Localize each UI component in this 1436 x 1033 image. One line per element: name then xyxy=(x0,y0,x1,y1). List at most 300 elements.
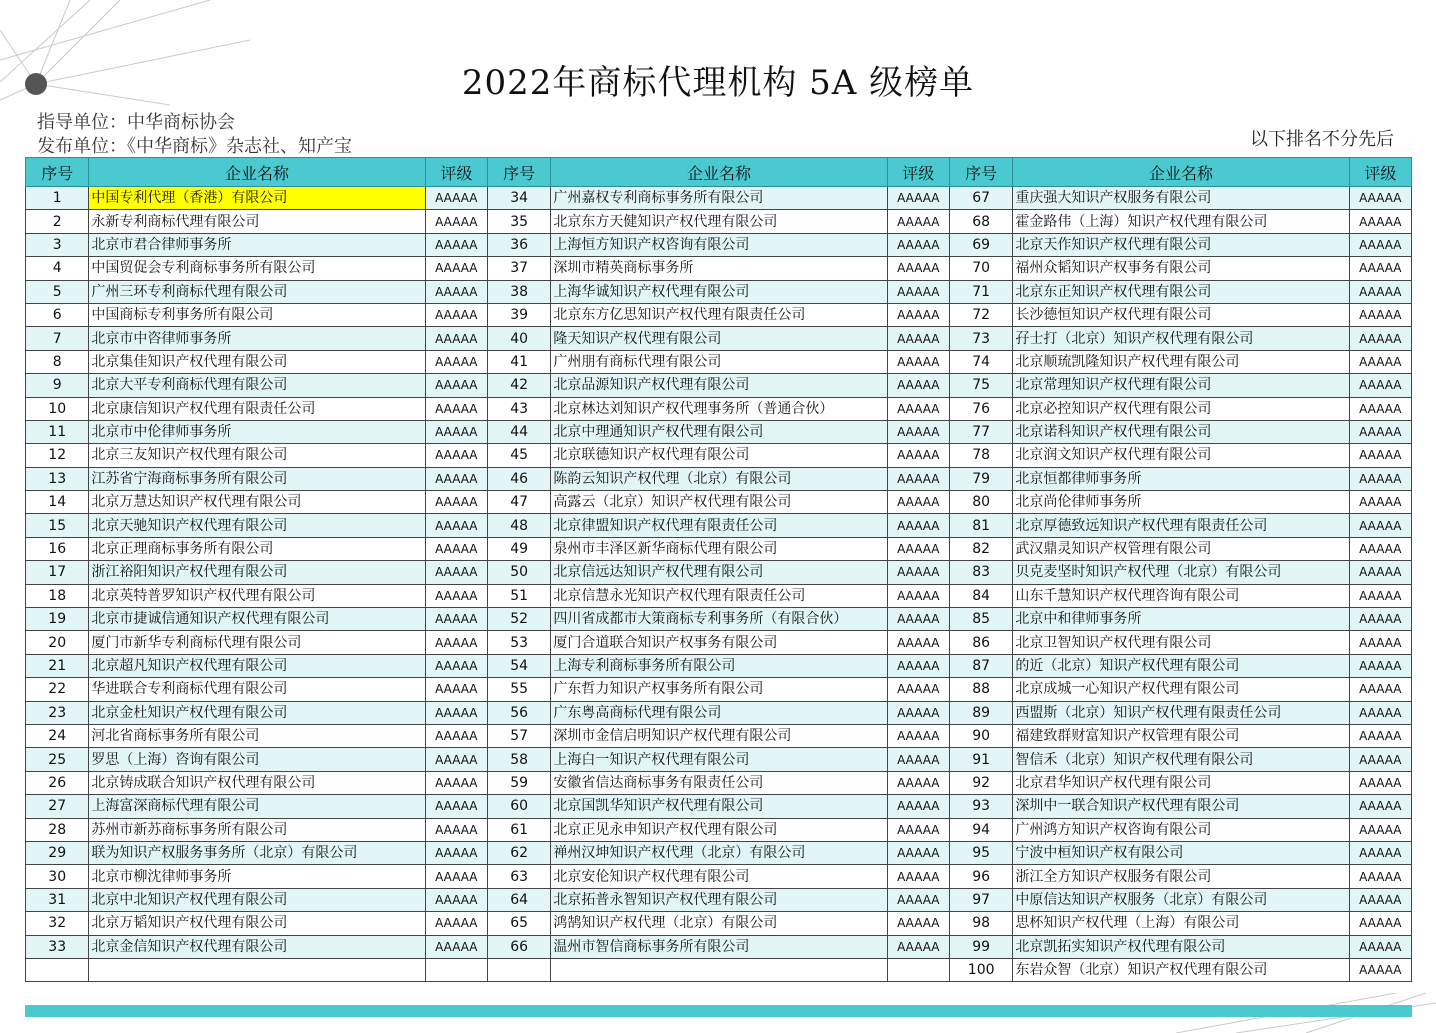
entry-rating: AAAAA xyxy=(425,374,487,397)
entry-name: 联为知识产权服务事务所（北京）有限公司 xyxy=(89,841,425,864)
entry-rating: AAAAA xyxy=(887,537,949,560)
ranking-note: 以下排名不分先后 xyxy=(1250,129,1394,150)
entry-rating: AAAAA xyxy=(425,678,487,701)
entry-no: 7 xyxy=(26,327,89,350)
entry-rating: AAAAA xyxy=(887,912,949,935)
table-row xyxy=(26,841,1412,864)
table-row xyxy=(26,327,1412,350)
entry-rating: AAAAA xyxy=(425,771,487,794)
entry-rating: AAAAA xyxy=(887,818,949,841)
entry-name: 宁波中桓知识产权有限公司 xyxy=(1013,841,1349,864)
entry-no: 90 xyxy=(949,724,1012,747)
entry-name: 北京东方亿思知识产权代理有限责任公司 xyxy=(551,303,887,326)
entry-no: 59 xyxy=(487,771,550,794)
table-row xyxy=(26,514,1412,537)
entry-rating: AAAAA xyxy=(425,795,487,818)
entry-rating: AAAAA xyxy=(887,678,949,701)
entry-name: 上海华诚知识产权代理有限公司 xyxy=(551,280,887,303)
entry-no: 20 xyxy=(26,631,89,654)
entry-name: 贝克麦坚时知识产权代理（北京）有限公司 xyxy=(1013,561,1349,584)
entry-name: 广州鸿方知识产权咨询有限公司 xyxy=(1013,818,1349,841)
entry-no: 25 xyxy=(26,748,89,771)
entry-rating: AAAAA xyxy=(887,865,949,888)
table-row xyxy=(26,187,1412,210)
entry-name: 北京凯拓实知识产权代理有限公司 xyxy=(1013,935,1349,958)
table-row xyxy=(26,818,1412,841)
page-title: 2022年商标代理机构 5A 级榜单 xyxy=(461,63,975,103)
table-row xyxy=(26,958,1412,981)
entry-rating: AAAAA xyxy=(425,233,487,256)
entry-name: 东岩众智（北京）知识产权代理有限公司 xyxy=(1013,958,1349,981)
entry-rating: AAAAA xyxy=(425,818,487,841)
table-row xyxy=(26,935,1412,958)
entry-no: 4 xyxy=(26,257,89,280)
entry-rating: AAAAA xyxy=(425,514,487,537)
entry-rating: AAAAA xyxy=(425,701,487,724)
entry-name: 北京恒都律师事务所 xyxy=(1013,467,1349,490)
entry-rating: AAAAA xyxy=(887,210,949,233)
table-row xyxy=(26,631,1412,654)
entry-name: 北京顺琉凯隆知识产权代理有限公司 xyxy=(1013,350,1349,373)
entry-rating: AAAAA xyxy=(1349,210,1411,233)
entry-no: 67 xyxy=(949,187,1012,210)
entry-rating: AAAAA xyxy=(425,935,487,958)
entry-name: 广东哲力知识产权事务所有限公司 xyxy=(551,678,887,701)
entry-name: 中国专利代理（香港）有限公司 xyxy=(89,187,425,210)
entry-rating: AAAAA xyxy=(425,724,487,747)
entry-no: 35 xyxy=(487,210,550,233)
entry-no: 91 xyxy=(949,748,1012,771)
col-header-no: 序号 xyxy=(949,158,1012,187)
entry-rating: AAAAA xyxy=(425,654,487,677)
entry-rating: AAAAA xyxy=(887,374,949,397)
entry-rating: AAAAA xyxy=(1349,467,1411,490)
entry-name: 陈韵云知识产权代理（北京）有限公司 xyxy=(551,467,887,490)
table-row xyxy=(26,771,1412,794)
entry-no: 45 xyxy=(487,444,550,467)
entry-name: 深圳市金信启明知识产权代理有限公司 xyxy=(551,724,887,747)
entry-no: 27 xyxy=(26,795,89,818)
entry-no: 10 xyxy=(26,397,89,420)
entry-rating: AAAAA xyxy=(425,608,487,631)
entry-no: 29 xyxy=(26,841,89,864)
table-row xyxy=(26,701,1412,724)
entry-no: 47 xyxy=(487,491,550,514)
entry-name: 北京东正知识产权代理有限公司 xyxy=(1013,280,1349,303)
entry-rating: AAAAA xyxy=(1349,187,1411,210)
entry-name: 福建致群财富知识产权管理有限公司 xyxy=(1013,724,1349,747)
entry-name: 北京安伦知识产权代理有限公司 xyxy=(551,865,887,888)
entry-name: 北京正理商标事务所有限公司 xyxy=(89,537,425,560)
entry-no: 65 xyxy=(487,912,550,935)
entry-name: 北京东方天健知识产权代理有限公司 xyxy=(551,210,887,233)
entry-name: 北京大平专利商标代理有限公司 xyxy=(89,374,425,397)
entry-no: 72 xyxy=(949,303,1012,326)
col-header-rating: 评级 xyxy=(1349,158,1411,187)
entry-name: 鸿鹄知识产权代理（北京）有限公司 xyxy=(551,912,887,935)
entry-rating: AAAAA xyxy=(887,491,949,514)
entry-name: 北京中北知识产权代理有限公司 xyxy=(89,888,425,911)
table-row xyxy=(26,748,1412,771)
entry-name: 高露云（北京）知识产权代理有限公司 xyxy=(551,491,887,514)
entry-name: 北京康信知识产权代理有限责任公司 xyxy=(89,397,425,420)
table-row xyxy=(26,678,1412,701)
entry-rating: AAAAA xyxy=(425,631,487,654)
entry-no: 21 xyxy=(26,654,89,677)
entry-no: 49 xyxy=(487,537,550,560)
entry-rating: AAAAA xyxy=(425,748,487,771)
entry-name: 上海恒方知识产权咨询有限公司 xyxy=(551,233,887,256)
entry-no: 92 xyxy=(949,771,1012,794)
entry-name: 北京厚德致远知识产权代理有限责任公司 xyxy=(1013,514,1349,537)
entry-no: 31 xyxy=(26,888,89,911)
entry-rating: AAAAA xyxy=(887,233,949,256)
entry-no: 74 xyxy=(949,350,1012,373)
entry-no: 63 xyxy=(487,865,550,888)
entry-no: 96 xyxy=(949,865,1012,888)
entry-rating: AAAAA xyxy=(1349,958,1411,981)
entry-rating: AAAAA xyxy=(425,467,487,490)
entry-rating: AAAAA xyxy=(887,935,949,958)
entry-no: 94 xyxy=(949,818,1012,841)
entry-no: 8 xyxy=(26,350,89,373)
entry-name: 江苏省宁海商标事务所有限公司 xyxy=(89,467,425,490)
entry-rating: AAAAA xyxy=(425,327,487,350)
entry-no: 40 xyxy=(487,327,550,350)
table-row xyxy=(26,350,1412,373)
entry-no: 55 xyxy=(487,678,550,701)
entry-no: 50 xyxy=(487,561,550,584)
entry-no: 23 xyxy=(26,701,89,724)
entry-no: 22 xyxy=(26,678,89,701)
entry-no: 18 xyxy=(26,584,89,607)
entry-no: 43 xyxy=(487,397,550,420)
entry-no: 57 xyxy=(487,724,550,747)
col-header-rating: 评级 xyxy=(887,158,949,187)
entry-rating: AAAAA xyxy=(1349,888,1411,911)
entry-rating: AAAAA xyxy=(887,701,949,724)
entry-rating: AAAAA xyxy=(887,748,949,771)
entry-name: 智信禾（北京）知识产权代理有限公司 xyxy=(1013,748,1349,771)
entry-no: 61 xyxy=(487,818,550,841)
entry-rating: AAAAA xyxy=(887,327,949,350)
entry-rating: AAAAA xyxy=(887,280,949,303)
entry-no: 1 xyxy=(26,187,89,210)
entry-name: 北京中理通知识产权代理有限公司 xyxy=(551,420,887,443)
entry-name: 北京金信知识产权代理有限公司 xyxy=(89,935,425,958)
entry-name: 浙江全方知识产权服务有限公司 xyxy=(1013,865,1349,888)
entry-name: 霍金路伟（上海）知识产权代理有限公司 xyxy=(1013,210,1349,233)
entry-rating: AAAAA xyxy=(887,771,949,794)
entry-rating: AAAAA xyxy=(1349,444,1411,467)
col-header-name: 企业名称 xyxy=(1013,158,1349,187)
entry-name: 北京联德知识产权代理有限公司 xyxy=(551,444,887,467)
entry-no: 64 xyxy=(487,888,550,911)
entry-name: 厦门市新华专利商标代理有限公司 xyxy=(89,631,425,654)
entry-no: 88 xyxy=(949,678,1012,701)
entry-name: 北京万慧达知识产权代理有限公司 xyxy=(89,491,425,514)
table-row xyxy=(26,888,1412,911)
table-row xyxy=(26,303,1412,326)
entry-rating: AAAAA xyxy=(425,888,487,911)
entry-no: 86 xyxy=(949,631,1012,654)
entry-rating: AAAAA xyxy=(1349,233,1411,256)
entry-no: 3 xyxy=(26,233,89,256)
entry-no: 14 xyxy=(26,491,89,514)
entry-no: 39 xyxy=(487,303,550,326)
entry-name: 中原信达知识产权服务（北京）有限公司 xyxy=(1013,888,1349,911)
table-row xyxy=(26,865,1412,888)
entry-rating: AAAAA xyxy=(1349,537,1411,560)
entry-no: 89 xyxy=(949,701,1012,724)
entry-name: 北京天驰知识产权代理有限公司 xyxy=(89,514,425,537)
entry-rating: AAAAA xyxy=(425,257,487,280)
bottom-bar xyxy=(25,1005,1412,1017)
col-header-name: 企业名称 xyxy=(89,158,425,187)
entry-name: 北京品源知识产权代理有限公司 xyxy=(551,374,887,397)
entry-rating: AAAAA xyxy=(1349,280,1411,303)
entry-no: 13 xyxy=(26,467,89,490)
entry-no: 41 xyxy=(487,350,550,373)
empty-cell xyxy=(89,958,425,981)
entry-name: 北京铸成联合知识产权代理有限公司 xyxy=(89,771,425,794)
entry-rating: AAAAA xyxy=(887,467,949,490)
entry-rating: AAAAA xyxy=(887,654,949,677)
entry-no: 11 xyxy=(26,420,89,443)
entry-no: 28 xyxy=(26,818,89,841)
entry-no: 52 xyxy=(487,608,550,631)
entry-name: 福州众韬知识产权事务有限公司 xyxy=(1013,257,1349,280)
entry-name: 四川省成都市大策商标专利事务所（有限合伙） xyxy=(551,608,887,631)
table-row xyxy=(26,795,1412,818)
entry-rating: AAAAA xyxy=(1349,327,1411,350)
entry-rating: AAAAA xyxy=(425,397,487,420)
entry-rating: AAAAA xyxy=(1349,841,1411,864)
entry-rating: AAAAA xyxy=(887,420,949,443)
entry-rating: AAAAA xyxy=(425,561,487,584)
entry-name: 北京必控知识产权代理有限公司 xyxy=(1013,397,1349,420)
table-row xyxy=(26,491,1412,514)
guide-unit: 指导单位：中华商标协会 xyxy=(37,112,235,133)
col-header-rating: 评级 xyxy=(425,158,487,187)
entry-no: 84 xyxy=(949,584,1012,607)
entry-no: 37 xyxy=(487,257,550,280)
table-body xyxy=(26,187,1412,982)
entry-name: 北京尚伦律师事务所 xyxy=(1013,491,1349,514)
entry-no: 42 xyxy=(487,374,550,397)
col-header-no: 序号 xyxy=(26,158,89,187)
empty-cell xyxy=(887,958,949,981)
table-row xyxy=(26,561,1412,584)
entry-no: 51 xyxy=(487,584,550,607)
entry-name: 北京信慧永光知识产权代理有限责任公司 xyxy=(551,584,887,607)
entry-no: 87 xyxy=(949,654,1012,677)
entry-name: 北京市柳沈律师事务所 xyxy=(89,865,425,888)
entry-name: 北京金杜知识产权代理有限公司 xyxy=(89,701,425,724)
entry-rating: AAAAA xyxy=(1349,795,1411,818)
entry-rating: AAAAA xyxy=(1349,257,1411,280)
entry-no: 58 xyxy=(487,748,550,771)
table-row xyxy=(26,724,1412,747)
entry-no: 62 xyxy=(487,841,550,864)
entry-name: 长沙德恒知识产权代理有限公司 xyxy=(1013,303,1349,326)
table-row xyxy=(26,467,1412,490)
table-row xyxy=(26,280,1412,303)
entry-name: 深圳中一联合知识产权代理有限公司 xyxy=(1013,795,1349,818)
entry-rating: AAAAA xyxy=(1349,654,1411,677)
entry-no: 93 xyxy=(949,795,1012,818)
entry-name: 北京市君合律师事务所 xyxy=(89,233,425,256)
entry-name: 北京信远达知识产权代理有限公司 xyxy=(551,561,887,584)
col-header-name: 企业名称 xyxy=(551,158,887,187)
entry-name: 北京国凯华知识产权代理有限公司 xyxy=(551,795,887,818)
entry-name: 广州朋有商标代理有限公司 xyxy=(551,350,887,373)
entry-rating: AAAAA xyxy=(425,420,487,443)
entry-rating: AAAAA xyxy=(1349,865,1411,888)
entry-name: 北京超凡知识产权代理有限公司 xyxy=(89,654,425,677)
entry-name: 北京常理知识产权代理有限公司 xyxy=(1013,374,1349,397)
table-row xyxy=(26,608,1412,631)
entry-name: 中国贸促会专利商标事务所有限公司 xyxy=(89,257,425,280)
entry-name: 安徽省信达商标事务有限责任公司 xyxy=(551,771,887,794)
entry-rating: AAAAA xyxy=(887,888,949,911)
entry-rating: AAAAA xyxy=(425,491,487,514)
entry-rating: AAAAA xyxy=(887,514,949,537)
empty-cell xyxy=(551,958,887,981)
entry-no: 34 xyxy=(487,187,550,210)
entry-rating: AAAAA xyxy=(887,631,949,654)
entry-no: 44 xyxy=(487,420,550,443)
entry-rating: AAAAA xyxy=(425,280,487,303)
entry-rating: AAAAA xyxy=(425,210,487,233)
entry-no: 69 xyxy=(949,233,1012,256)
entry-no: 95 xyxy=(949,841,1012,864)
entry-rating: AAAAA xyxy=(1349,350,1411,373)
entry-rating: AAAAA xyxy=(1349,935,1411,958)
entry-rating: AAAAA xyxy=(425,444,487,467)
entry-rating: AAAAA xyxy=(1349,748,1411,771)
entry-rating: AAAAA xyxy=(887,608,949,631)
entry-name: 山东千慧知识产权代理咨询有限公司 xyxy=(1013,584,1349,607)
entry-rating: AAAAA xyxy=(1349,561,1411,584)
entry-rating: AAAAA xyxy=(887,724,949,747)
entry-name: 罗思（上海）咨询有限公司 xyxy=(89,748,425,771)
entry-no: 32 xyxy=(26,912,89,935)
entry-no: 33 xyxy=(26,935,89,958)
entry-rating: AAAAA xyxy=(887,584,949,607)
entry-no: 12 xyxy=(26,444,89,467)
entry-rating: AAAAA xyxy=(425,584,487,607)
entry-name: 苏州市新苏商标事务所有限公司 xyxy=(89,818,425,841)
entry-name: 北京诺科知识产权代理有限公司 xyxy=(1013,420,1349,443)
entry-name: 上海富深商标代理有限公司 xyxy=(89,795,425,818)
table-row xyxy=(26,210,1412,233)
entry-rating: AAAAA xyxy=(425,865,487,888)
entry-name: 北京君华知识产权代理有限公司 xyxy=(1013,771,1349,794)
entry-name: 温州市智信商标事务所有限公司 xyxy=(551,935,887,958)
entry-rating: AAAAA xyxy=(1349,397,1411,420)
entry-no: 5 xyxy=(26,280,89,303)
entry-rating: AAAAA xyxy=(1349,514,1411,537)
entry-name: 河北省商标事务所有限公司 xyxy=(89,724,425,747)
entry-no: 2 xyxy=(26,210,89,233)
entry-name: 广东粤高商标代理有限公司 xyxy=(551,701,887,724)
ranking-table-wrap xyxy=(25,157,1412,982)
table-row xyxy=(26,420,1412,443)
entry-rating: AAAAA xyxy=(1349,701,1411,724)
entry-rating: AAAAA xyxy=(887,303,949,326)
table-row xyxy=(26,584,1412,607)
table-row xyxy=(26,257,1412,280)
table-row xyxy=(26,444,1412,467)
col-header-no: 序号 xyxy=(487,158,550,187)
entry-rating: AAAAA xyxy=(425,350,487,373)
entry-rating: AAAAA xyxy=(887,561,949,584)
entry-rating: AAAAA xyxy=(1349,678,1411,701)
publish-unit: 发布单位：《中华商标》杂志社、知产宝 xyxy=(37,136,352,157)
entry-no: 19 xyxy=(26,608,89,631)
entry-name: 泉州市丰泽区新华商标代理有限公司 xyxy=(551,537,887,560)
entry-no: 36 xyxy=(487,233,550,256)
entry-name: 北京润文知识产权代理有限公司 xyxy=(1013,444,1349,467)
entry-rating: AAAAA xyxy=(1349,912,1411,935)
entry-name: 武汉鼎灵知识产权管理有限公司 xyxy=(1013,537,1349,560)
entry-rating: AAAAA xyxy=(1349,374,1411,397)
entry-no: 71 xyxy=(949,280,1012,303)
entry-no: 75 xyxy=(949,374,1012,397)
table-row xyxy=(26,374,1412,397)
entry-no: 15 xyxy=(26,514,89,537)
entry-no: 77 xyxy=(949,420,1012,443)
entry-no: 80 xyxy=(949,491,1012,514)
entry-name: 深圳市精英商标事务所 xyxy=(551,257,887,280)
entry-rating: AAAAA xyxy=(1349,420,1411,443)
entry-name: 北京英特普罗知识产权代理有限公司 xyxy=(89,584,425,607)
entry-name: 重庆强大知识产权服务有限公司 xyxy=(1013,187,1349,210)
entry-name: 广州嘉权专利商标事务所有限公司 xyxy=(551,187,887,210)
entry-no: 97 xyxy=(949,888,1012,911)
entry-rating: AAAAA xyxy=(1349,491,1411,514)
entry-no: 60 xyxy=(487,795,550,818)
entry-name: 北京卫智知识产权代理有限公司 xyxy=(1013,631,1349,654)
entry-no: 83 xyxy=(949,561,1012,584)
entry-name: 华进联合专利商标代理有限公司 xyxy=(89,678,425,701)
entry-no: 16 xyxy=(26,537,89,560)
entry-rating: AAAAA xyxy=(425,187,487,210)
entry-name: 北京拓普永智知识产权代理有限公司 xyxy=(551,888,887,911)
entry-name: 孖士打（北京）知识产权代理有限公司 xyxy=(1013,327,1349,350)
entry-name: 北京市中伦律师事务所 xyxy=(89,420,425,443)
entry-no: 85 xyxy=(949,608,1012,631)
entry-no: 82 xyxy=(949,537,1012,560)
entry-no: 66 xyxy=(487,935,550,958)
entry-name: 北京市中咨律师事务所 xyxy=(89,327,425,350)
entry-no: 30 xyxy=(26,865,89,888)
empty-cell xyxy=(425,958,487,981)
entry-name: 思杯知识产权代理（上海）有限公司 xyxy=(1013,912,1349,935)
ranking-table xyxy=(25,157,1412,982)
entry-rating: AAAAA xyxy=(1349,608,1411,631)
entry-name: 北京成城一心知识产权代理有限公司 xyxy=(1013,678,1349,701)
entry-rating: AAAAA xyxy=(887,795,949,818)
entry-rating: AAAAA xyxy=(425,841,487,864)
entry-name: 隆天知识产权代理有限公司 xyxy=(551,327,887,350)
entry-no: 9 xyxy=(26,374,89,397)
entry-no: 54 xyxy=(487,654,550,677)
entry-rating: AAAAA xyxy=(887,350,949,373)
entry-rating: AAAAA xyxy=(1349,724,1411,747)
entry-rating: AAAAA xyxy=(1349,631,1411,654)
